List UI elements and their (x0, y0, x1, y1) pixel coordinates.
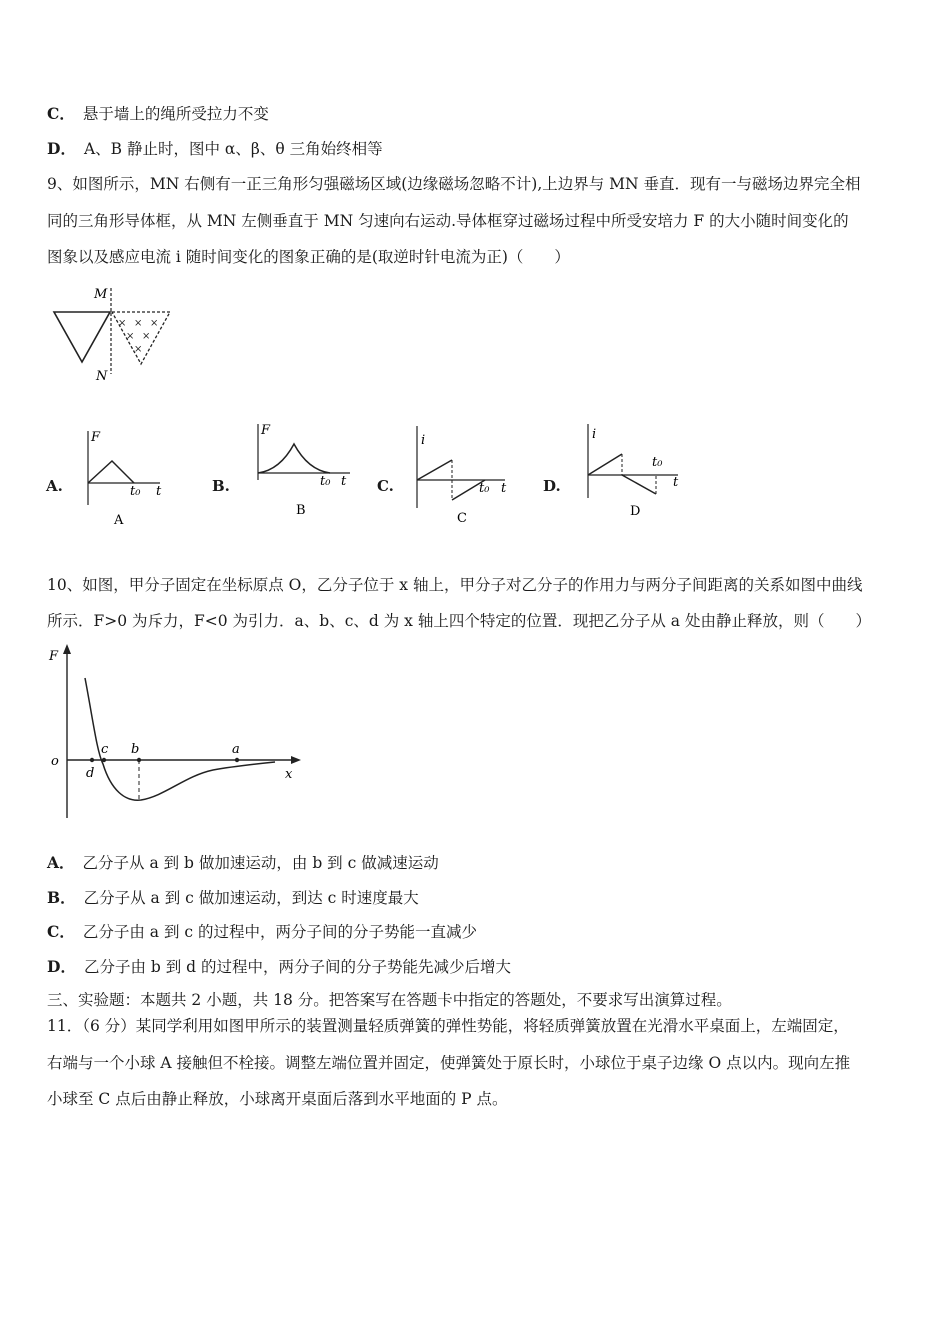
q11-stem-line-1: 11．（6 分）某同学利用如图甲所示的装置测量轻质弹簧的弹性势能，将轻质弹簧放置在光滑水平桌面上，左端固定， (47, 1017, 849, 1035)
q8-option-c (47, 102, 269, 124)
q10-option-b[interactable] (47, 886, 419, 908)
option-text: A、B 静止时，图中 α、β、θ 三角始终相等 (83, 140, 383, 158)
label-m: M (94, 287, 108, 302)
point-c (102, 758, 106, 762)
axis-label-x: x (285, 767, 293, 782)
q9-option-c-graph[interactable] (405, 422, 515, 527)
svg-text:×: × (126, 331, 135, 342)
svg-text:i: i (421, 433, 426, 448)
svg-text:t: t (341, 474, 347, 489)
q10-option-d[interactable] (47, 955, 511, 977)
q8-option-d (47, 137, 383, 159)
current-curve-rise (417, 460, 452, 480)
svg-text:×: × (142, 331, 151, 342)
label-d: d (86, 766, 95, 781)
q11-stem-line-2: 右端与一个小球 A 接触但不栓接。调整左端位置并固定，使弹簧处于原长时，小球位于桌子边缘 O 点以内。现向左推 (47, 1054, 851, 1072)
svg-text:×: × (134, 344, 143, 355)
svg-text:F: F (261, 423, 271, 438)
graph-caption: A (114, 513, 124, 528)
option-text: 乙分子从 a 到 b 做加速运动，由 b 到 c 做减速运动 (82, 854, 439, 872)
svg-text:×: × (118, 318, 127, 329)
q9-stem-line-1: 9、如图所示，MN 右侧有一正三角形匀强磁场区域(边缘磁场忽略不计),上边界与 MN 垂直．现有一与磁场边界完全相 (47, 175, 861, 193)
option-label: D． (47, 139, 76, 158)
svg-text:t₀: t₀ (320, 474, 331, 489)
svg-text:×: × (150, 318, 159, 329)
axis-label-f: F (49, 649, 59, 664)
force-curve (258, 444, 330, 473)
q9-option-b-graph[interactable] (250, 420, 360, 520)
option-label: D． (47, 957, 76, 976)
q9-option-a-letter[interactable]: A. (46, 477, 63, 495)
label-c: c (101, 742, 109, 757)
q9-option-d-graph[interactable] (578, 420, 688, 520)
origin-label: o (51, 754, 59, 769)
q11-stem-line-3: 小球至 C 点后由静止释放，小球离开桌面后落到水平地面的 P 点。 (47, 1090, 508, 1108)
q10-option-a[interactable] (47, 851, 439, 873)
q10-option-c[interactable] (47, 920, 477, 942)
svg-text:t₀: t₀ (130, 484, 141, 499)
option-label: A． (47, 853, 75, 872)
label-b: b (131, 742, 140, 757)
force-curve (85, 678, 275, 800)
option-text: 悬于墙上的绳所受拉力不变 (82, 105, 269, 123)
svg-text:t₀: t₀ (479, 481, 490, 496)
q10-force-graph (45, 640, 315, 820)
q9-option-a-graph[interactable] (80, 425, 170, 530)
q10-stem-line-1: 10、如图，甲分子固定在坐标原点 O，乙分子位于 x 轴上，甲分子对乙分子的作用力与两分子间距离的关系如图中曲线 (47, 576, 863, 594)
svg-text:t: t (501, 481, 507, 496)
option-label: C． (47, 104, 75, 123)
svg-text:F: F (91, 430, 101, 445)
q10-stem-line-2: 所示．F>0 为斥力，F<0 为引力．a、b、c、d 为 x 轴上四个特定的位置．现把乙分子从 a 处由静止释放，则（ ） (47, 612, 871, 630)
q9-option-c-letter[interactable]: C. (377, 477, 394, 495)
field-crosses (118, 318, 158, 355)
conductor-frame (54, 312, 110, 362)
svg-text:t₀: t₀ (652, 455, 663, 470)
label-a: a (232, 742, 240, 757)
graph-caption: C (457, 511, 467, 526)
svg-text:t: t (156, 484, 162, 499)
q9-stem-line-2: 同的三角形导体框，从 MN 左侧垂直于 MN 匀速向右运动.导体框穿过磁场过程中所受安培力 F 的大小随时间变化的 (47, 212, 849, 230)
svg-text:t: t (673, 475, 679, 490)
option-text: 乙分子从 a 到 c 做加速运动，到达 c 时速度最大 (83, 889, 419, 907)
graph-caption: B (296, 503, 306, 518)
option-label: C． (47, 922, 75, 941)
q9-stem-line-3: 图象以及感应电流 i 随时间变化的图象正确的是(取逆时针电流为正)（ ） (47, 248, 570, 266)
point-d (90, 758, 94, 762)
q9-option-b-letter[interactable]: B. (212, 477, 230, 495)
point-b (137, 758, 141, 762)
graph-caption: D (630, 504, 641, 519)
option-label: B． (47, 888, 76, 907)
q9-figure (48, 282, 188, 382)
current-curve-fall (622, 475, 656, 494)
force-curve (88, 461, 134, 483)
option-text: 乙分子由 a 到 c 的过程中，两分子间的分子势能一直减少 (82, 923, 477, 941)
option-text: 乙分子由 b 到 d 的过程中，两分子间的分子势能先减少后增大 (83, 958, 512, 976)
q9-option-d-letter[interactable]: D. (543, 477, 561, 495)
point-a (235, 758, 239, 762)
current-curve-rise (588, 454, 622, 475)
svg-text:i: i (592, 427, 597, 442)
svg-text:×: × (134, 318, 143, 329)
label-n: N (96, 369, 108, 384)
section-3-heading: 三、实验题：本题共 2 小题，共 18 分。把答案写在答题卡中指定的答题处，不要求写出演算过程。 (47, 991, 732, 1009)
